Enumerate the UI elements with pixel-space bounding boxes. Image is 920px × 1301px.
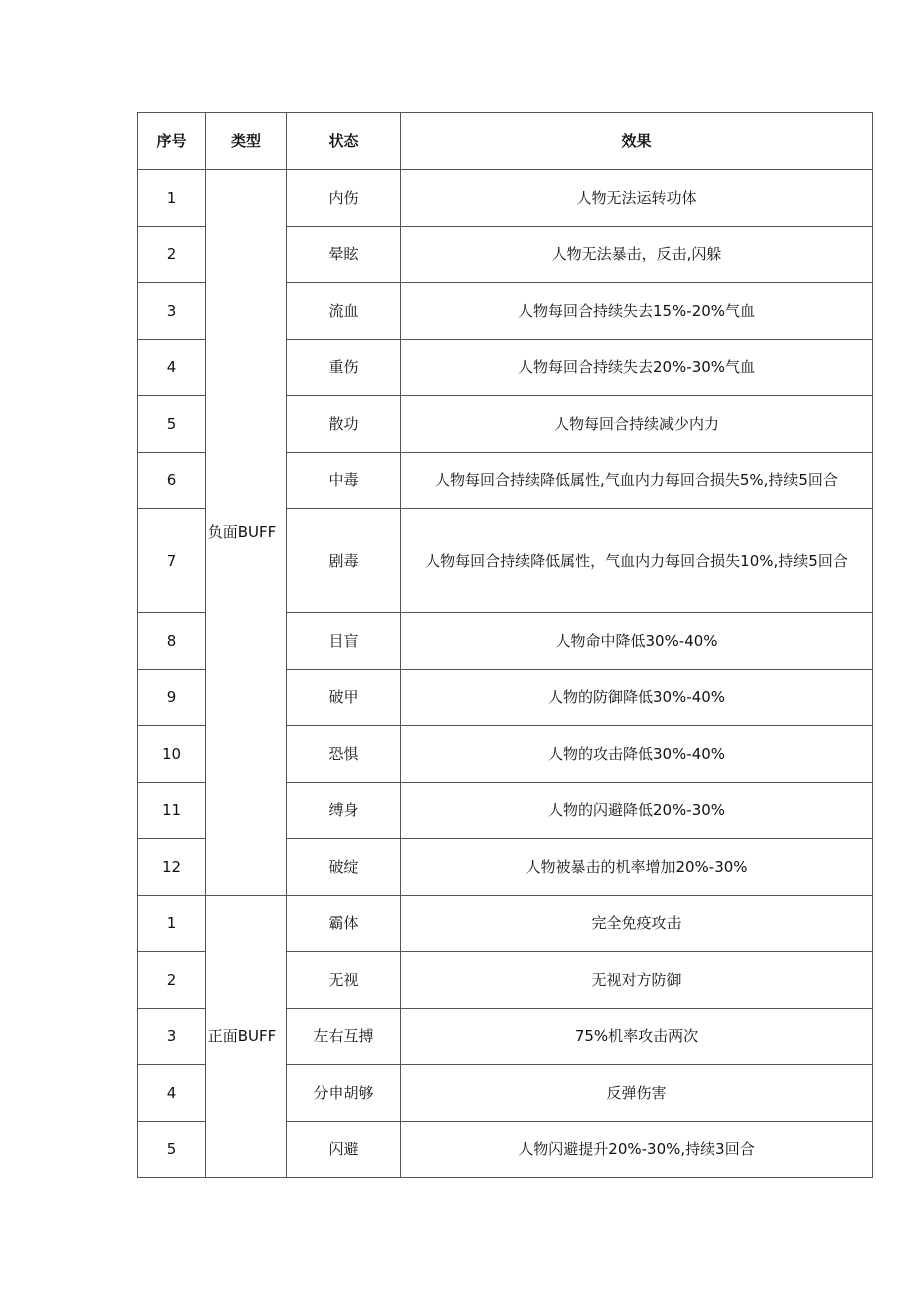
row-state: 闪避 <box>287 1121 401 1178</box>
header-state: 状态 <box>287 113 401 170</box>
row-effect: 人物每回合持续减少内力 <box>401 396 873 453</box>
row-state: 晕眩 <box>287 226 401 283</box>
row-seq: 7 <box>138 509 206 613</box>
row-state: 中毒 <box>287 452 401 509</box>
row-effect: 人物闪避提升20%-30%,持续3回合 <box>401 1121 873 1178</box>
row-seq: 4 <box>138 339 206 396</box>
row-seq: 1 <box>138 170 206 227</box>
row-seq: 3 <box>138 1008 206 1065</box>
row-state: 恐惧 <box>287 726 401 783</box>
row-state: 散功 <box>287 396 401 453</box>
row-seq: 10 <box>138 726 206 783</box>
row-state: 破绽 <box>287 839 401 896</box>
row-state: 目盲 <box>287 613 401 670</box>
header-effect: 效果 <box>401 113 873 170</box>
row-seq: 11 <box>138 782 206 839</box>
row-effect: 反弹伤害 <box>401 1065 873 1122</box>
row-effect: 人物被暴击的机率增加20%-30% <box>401 839 873 896</box>
row-seq: 1 <box>138 895 206 952</box>
row-effect: 人物每回合持续降低属性,气血内力每回合损失5%,持续5回合 <box>401 452 873 509</box>
header-seq: 序号 <box>138 113 206 170</box>
type-positive-buff: 正面BUFF <box>206 895 287 1178</box>
table-row <box>138 895 873 952</box>
row-effect: 人物的防御降低30%-40% <box>401 669 873 726</box>
row-effect: 人物的攻击降低30%-40% <box>401 726 873 783</box>
row-state: 剧毒 <box>287 509 401 613</box>
row-seq: 5 <box>138 1121 206 1178</box>
table-row <box>138 170 873 227</box>
buff-table <box>137 112 873 1178</box>
row-effect: 人物每回合持续失去20%-30%气血 <box>401 339 873 396</box>
row-effect: 人物每回合持续降低属性，气血内力每回合损失10%,持续5回合 <box>401 509 873 613</box>
row-seq: 12 <box>138 839 206 896</box>
row-state: 破甲 <box>287 669 401 726</box>
row-seq: 6 <box>138 452 206 509</box>
row-seq: 2 <box>138 952 206 1009</box>
row-state: 左右互搏 <box>287 1008 401 1065</box>
row-effect: 完全免疫攻击 <box>401 895 873 952</box>
row-seq: 3 <box>138 283 206 340</box>
table-body <box>138 170 873 1178</box>
row-seq: 9 <box>138 669 206 726</box>
type-negative-buff: 负面BUFF <box>206 170 287 896</box>
row-state: 流血 <box>287 283 401 340</box>
row-effect: 人物的闪避降低20%-30% <box>401 782 873 839</box>
row-state: 无视 <box>287 952 401 1009</box>
row-state: 内伤 <box>287 170 401 227</box>
row-effect: 人物无法运转功体 <box>401 170 873 227</box>
row-effect: 无视对方防御 <box>401 952 873 1009</box>
table-header <box>138 113 873 170</box>
row-state: 缚身 <box>287 782 401 839</box>
row-state: 分申胡够 <box>287 1065 401 1122</box>
row-effect: 人物无法暴击，反击,闪躲 <box>401 226 873 283</box>
row-effect: 75%机率攻击两次 <box>401 1008 873 1065</box>
row-state: 重伤 <box>287 339 401 396</box>
row-seq: 4 <box>138 1065 206 1122</box>
row-seq: 8 <box>138 613 206 670</box>
row-seq: 5 <box>138 396 206 453</box>
row-seq: 2 <box>138 226 206 283</box>
row-state: 霸体 <box>287 895 401 952</box>
row-effect: 人物每回合持续失去15%-20%气血 <box>401 283 873 340</box>
header-type: 类型 <box>206 113 287 170</box>
row-effect: 人物命中降低30%-40% <box>401 613 873 670</box>
header-row <box>138 113 873 170</box>
